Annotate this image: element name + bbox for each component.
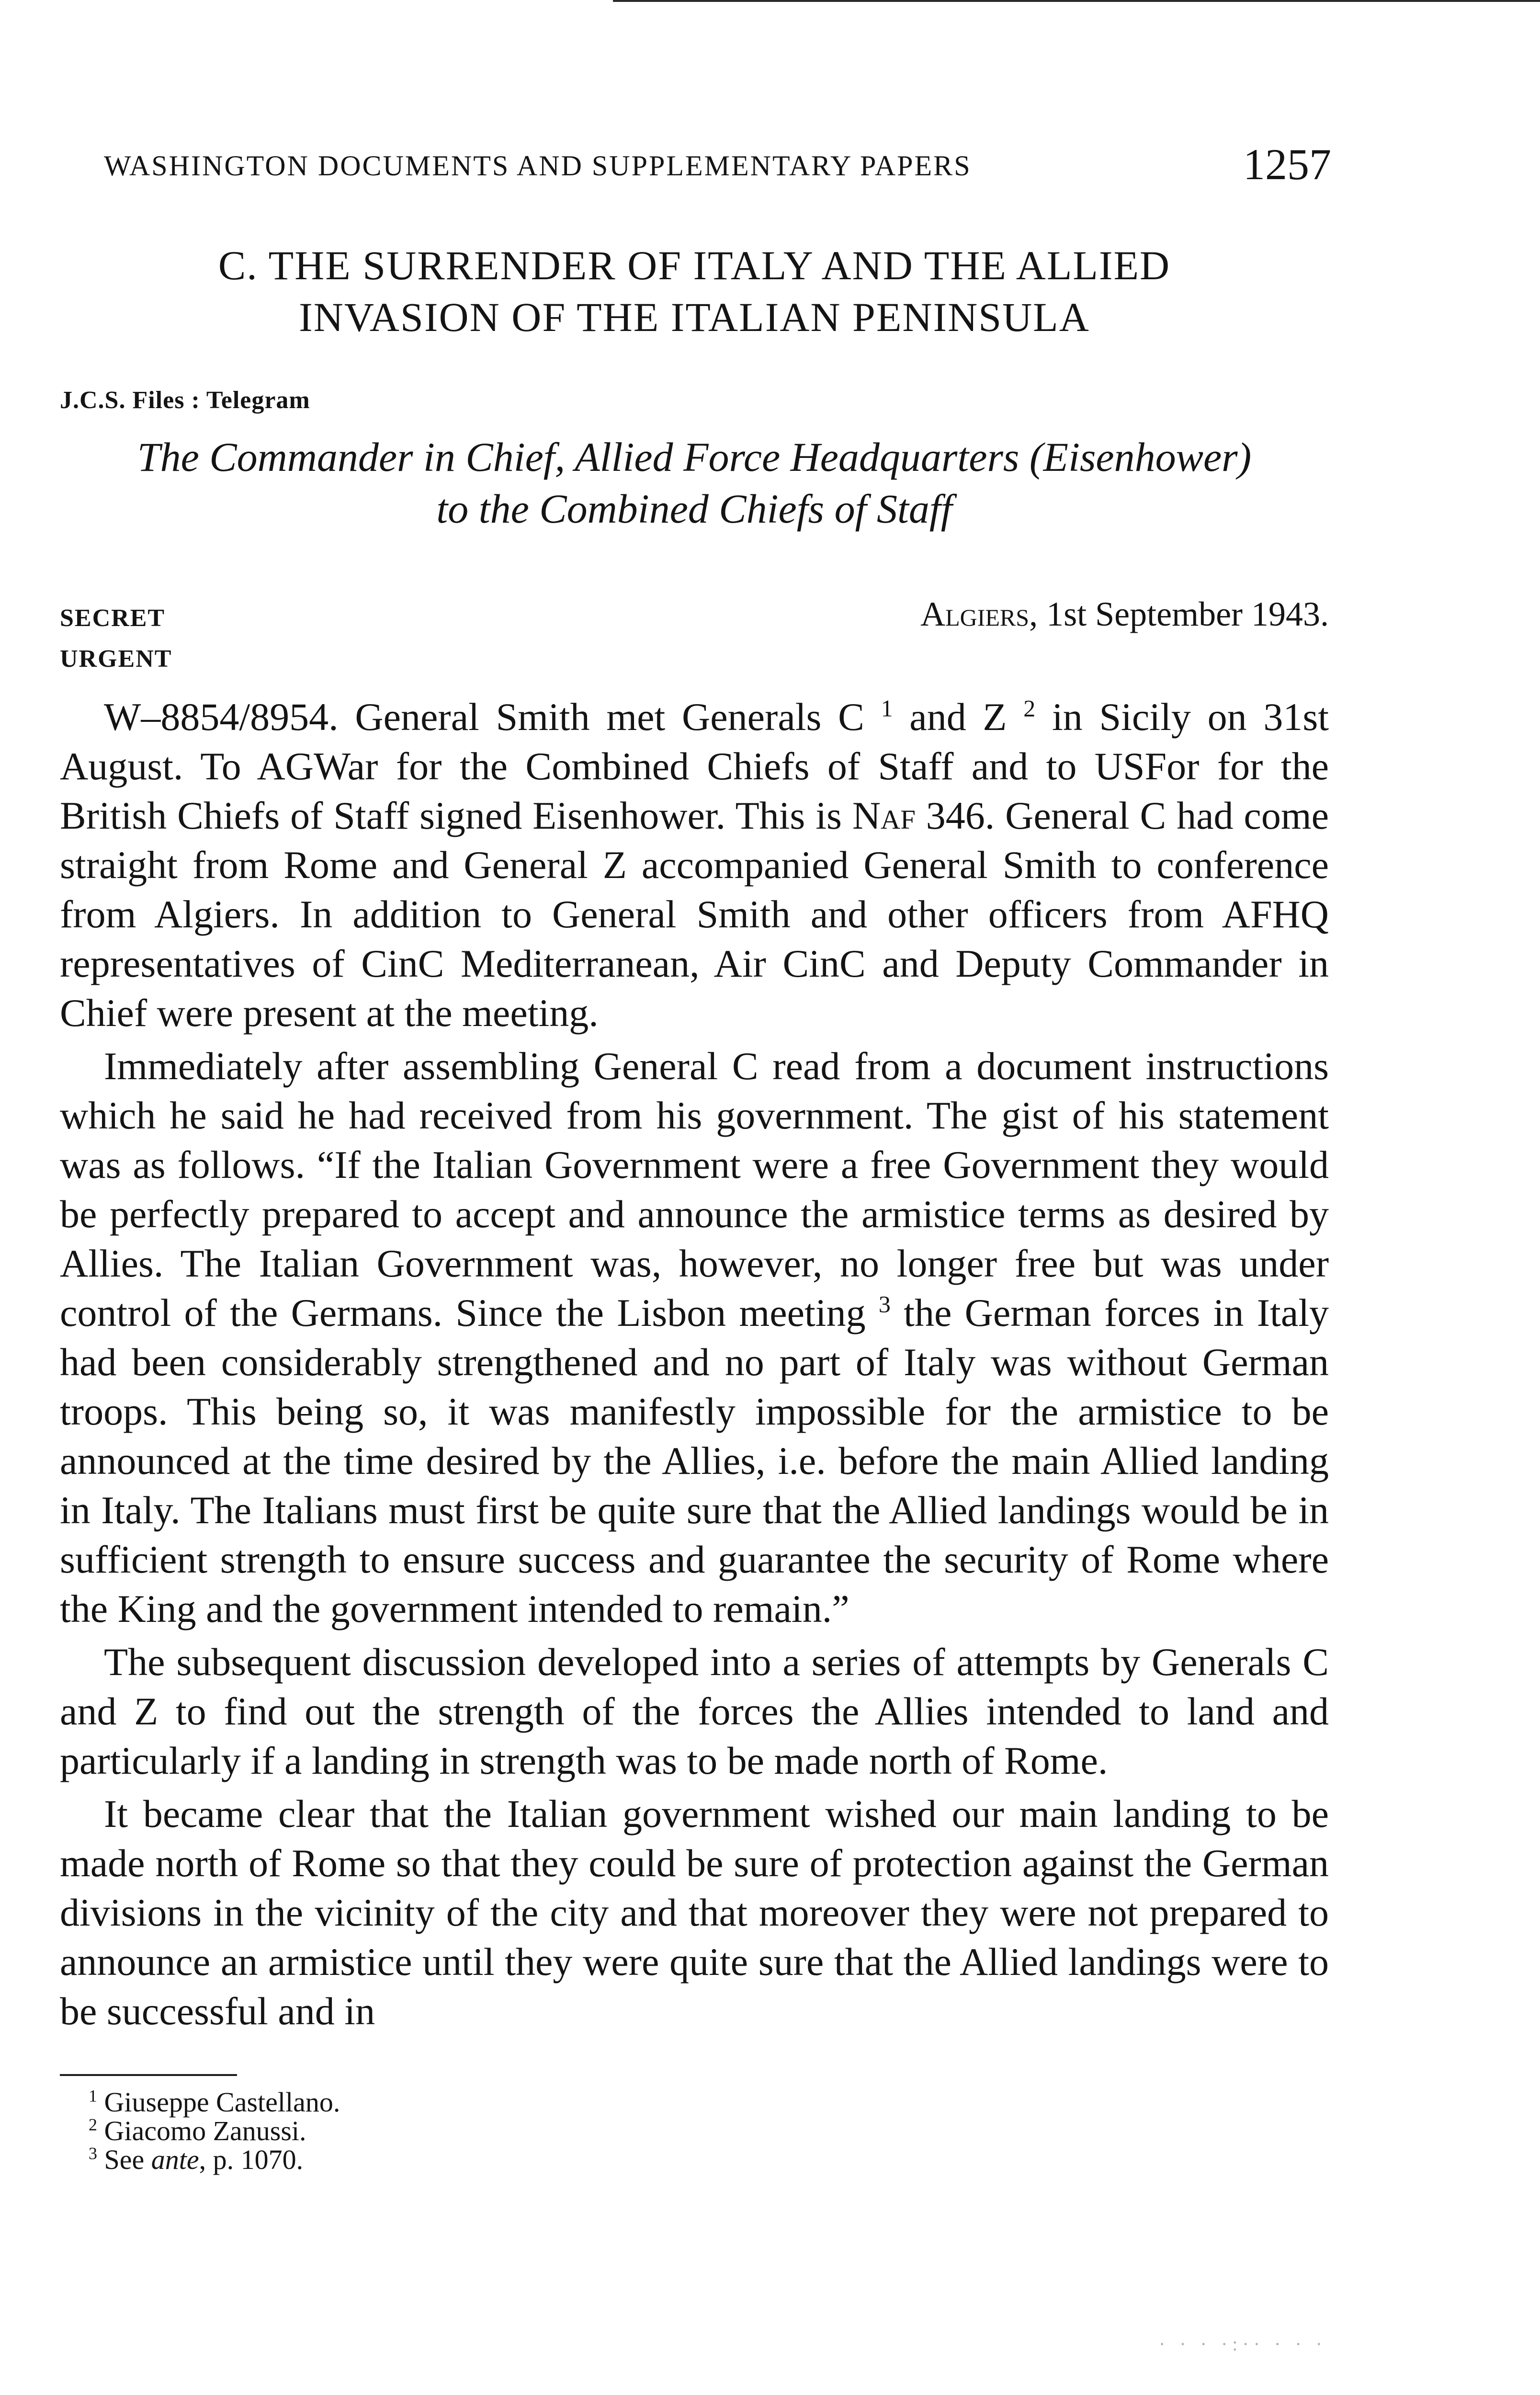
telegram-body [60,692,1329,2036]
footnote-2 [89,2117,1329,2145]
paragraph-4: It became clear that the Italian government wished our main landing to be made north of Rome so that they could be sure of protection against the German divisions in the vicinity of the city and that moreover they were not prepared to announce an armistice until they were quite sure that the Allied landings were to be successful and in [60,1792,1329,2033]
running-head [60,139,1329,187]
section-title [60,240,1329,343]
classification-label: SECRET [60,604,166,632]
footnote-3 [89,2145,1329,2174]
paragraph-1-text-b: and Z [893,695,1024,739]
footnote-2-text: Giacomo Zanussi. [104,2115,306,2146]
footnote-ref-2: 2 [1023,695,1036,722]
document-title-line-2: to the Combined Chiefs of Staff [436,486,952,532]
footnote-ref-1: 1 [881,695,893,722]
place: Algiers [920,595,1030,633]
paragraph-1-text-d: 346. General C had come straight from Rome and General Z accompanied General Smith to conference from Algiers. In addition to General Smith and other officers from AFHQ representatives of CinC Mediterranean, Air CinC and Deputy Commander in Chief were present at the meeting. [60,794,1329,1035]
footnotes [89,2088,1329,2174]
document-title-line-1: The Commander in Chief, Allied Force Headquarters (Eisenhower) [137,434,1252,480]
page-number: 1257 [1243,140,1331,189]
priority-label: URGENT [60,645,172,673]
date: , 1st September 1943. [1029,595,1329,633]
footnote-ref-3: 3 [878,1290,891,1318]
section-title-line-1: C. THE SURRENDER OF ITALY AND THE ALLIED [218,242,1171,288]
document-page [60,139,1329,2174]
footnote-1-number: 1 [89,2086,97,2106]
running-head-title: WASHINGTON DOCUMENTS AND SUPPLEMENTARY PAPERS [104,150,972,182]
naf-reference: Naf [852,794,916,837]
scan-artifact: · · · ·:·· · · · [1159,2333,1327,2355]
footnote-1 [89,2088,1329,2117]
footnote-3-prefix: See [104,2144,151,2175]
footnote-2-number: 2 [89,2115,97,2134]
footnote-1-text: Giuseppe Castellano. [104,2087,340,2118]
telegram-header [60,594,1329,647]
paragraph-2 [60,1041,1329,1633]
paragraph-2-text-a: Immediately after assembling General C read from a document instructions which he said he had received from his government. The gist of his statement was as follows. “If the Italian Government were a free Government they would be perfectly prepared to accept and announce the armistice terms as desired by Allies. The Italian Government was, however, no longer free but was under control of the Germans. Since the Lisbon meeting [60,1044,1329,1334]
paragraph-1-text-a: W–8854/8954. General Smith met Generals C [104,695,881,739]
paragraph-1 [60,692,1329,1038]
footnote-3-number: 3 [89,2144,97,2163]
top-border-line [613,0,1540,2]
footnote-3-suffix: , p. 1070. [199,2144,304,2175]
footnote-3-italic: ante [151,2144,199,2175]
document-title [60,431,1329,535]
paragraph-1-text-c: in Sicily on 31st August. To AGWar for the Combined Chiefs of Staff and to USFor for the British Chiefs of Staff signed Eisenhower. This is [60,695,1329,837]
footnote-divider [60,2074,237,2076]
place-date [920,594,1329,634]
paragraph-3: The subsequent discussion developed into a series of attempts by Generals C and Z to find out the strength of the forces the Allies intended to land and particularly if a landing in strength was to be made north of Rome. [60,1640,1329,1782]
paragraph-2-text-b: the German forces in Italy had been considerably strengthened and no part of Italy was without German troops. This being so, it was manifestly impossible for the armistice to be announced at the time desired by the Allies, i.e. before the main Allied landing in Italy. The Italians must first be quite sure that the Allied landings would be in sufficient strength to ensure success and guarantee the security of Rome where the King and the government intended to remain.” [60,1291,1329,1631]
source-note: J.C.S. Files : Telegram [60,387,310,414]
section-title-line-2: INVASION OF THE ITALIAN PENINSULA [299,294,1090,340]
